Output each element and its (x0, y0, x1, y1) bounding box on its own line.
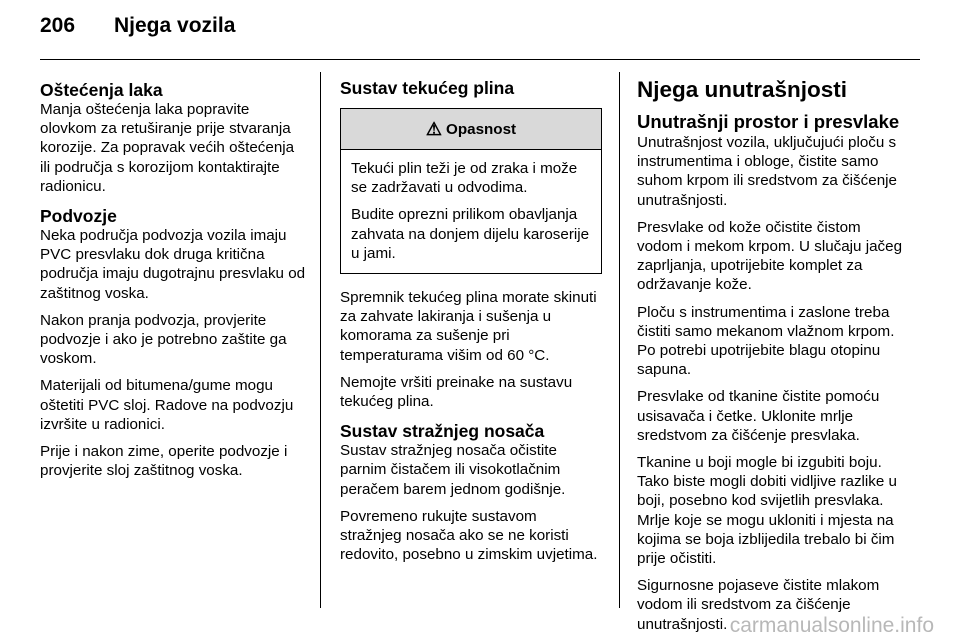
warning-paragraph: Tekući plin teži je od zraka i može se zadržavati u odvodima. (351, 160, 578, 197)
chapter-title: Njega vozila (114, 14, 236, 37)
paragraph: Nakon pranja podvozja, provjerite podvozje i ako je potrebno zaštite ga voskom. (40, 311, 287, 368)
paragraph: Presvlake od tkanine čistite pomoću usisavača i četke. Uklonite mrlje sredstvom za čišćenje presvlaka. (637, 388, 880, 444)
paragraph: Spremnik tekućeg plina morate skinuti za zahvate lakiranja i sušenja u komorama za sušenje pri temperaturama višim od 60 °C. (340, 289, 597, 364)
paragraph: Nemojte vršiti preinake na sustavu tekućeg plina. (340, 373, 573, 411)
section-title-rear-carrier: Sustav stražnjeg nosača (340, 421, 545, 442)
paragraph: Tkanine u boji mogle bi izgubiti boju. Tako biste mogli dobiti vidljive razlike u boji, posebno kod svijetlih presvlaka. Mrlje koje se mogu ukloniti i mjesta na kojima se boja izblijedila trebalo bi čim prije očistiti. (637, 454, 897, 568)
column-divider-1 (320, 72, 321, 608)
warning-triangle-icon: ⚠ (425, 118, 443, 139)
warning-label: Opasnost (446, 120, 517, 138)
paragraph: Materijali od bitumena/gume mogu oštetiti PVC sloj. Radove na podvozju izvršite u radionici. (40, 377, 294, 433)
section-title-paint-damage: Oštećenja laka (40, 80, 163, 100)
header-divider (40, 59, 920, 60)
warning-header (341, 109, 601, 150)
paragraph: Prije i nakon zime, operite podvozje i provjerite sloj zaštitnog voska. (40, 443, 288, 480)
column-divider-2 (619, 72, 620, 608)
paragraph: Povremeno rukujte sustavom stražnjeg nosača ako se ne koristi redovito, posebno u zimskim uvjetima. (340, 507, 598, 564)
main-section-title: Njega unutrašnjosti (637, 77, 848, 102)
section-title-lpg-system: Sustav tekućeg plina (340, 78, 515, 98)
warning-body (341, 150, 601, 273)
paragraph: Manja oštećenja laka popravite olovkom za retuširanje prije stvaranja korozije. Za popravak većih oštećenja ili područja s korozijom kontaktirajte radionicu. (40, 101, 295, 195)
watermark: carmanualsonline.info (729, 614, 934, 637)
paragraph: Sustav stražnjeg nosača očistite parnim čistačem ili visokotlačnim peračem barem jednom godišnje. (340, 442, 566, 498)
paragraph: Sigurnosne pojaseve čistite mlakom vodom ili sredstvom za čišćenje unutrašnjosti. (637, 577, 880, 633)
paragraph: Ploču s instrumentima i zaslone treba čistiti samo mekanom vlažnom krpom. Po potrebi upotrijebite blagu otopinu sapuna. (637, 303, 895, 379)
column-left (40, 72, 306, 488)
section-title-underbody: Podvozje (40, 206, 117, 227)
paragraph: Neka područja podvozja vozila imaju PVC presvlaku dok druga kritična područja imaju dugotrajnu presvlaku od zaštitnog voska. (40, 227, 306, 302)
column-right (637, 72, 903, 642)
paragraph: Presvlake od kože očistite čistom vodom i mekom krpom. U slučaju jačeg zaprljanja, upotrijebite komplet za održavanje kože. (637, 218, 903, 294)
warning-paragraph: Budite oprezni prilikom obavljanja zahvata na donjem dijelu karoserije u jami. (351, 206, 590, 262)
paragraph: Unutrašnjost vozila, uključujući ploču s instrumentima i obloge, čistite samo suhom krpom ili sredstvom za čišćenje unutrašnjosti. (637, 134, 897, 209)
page-header (40, 14, 235, 50)
column-middle (340, 72, 602, 572)
subsection-title: Unutrašnji prostor i presvlake (637, 111, 900, 132)
page-number: 206 (40, 14, 76, 37)
danger-warning-box (340, 108, 602, 274)
